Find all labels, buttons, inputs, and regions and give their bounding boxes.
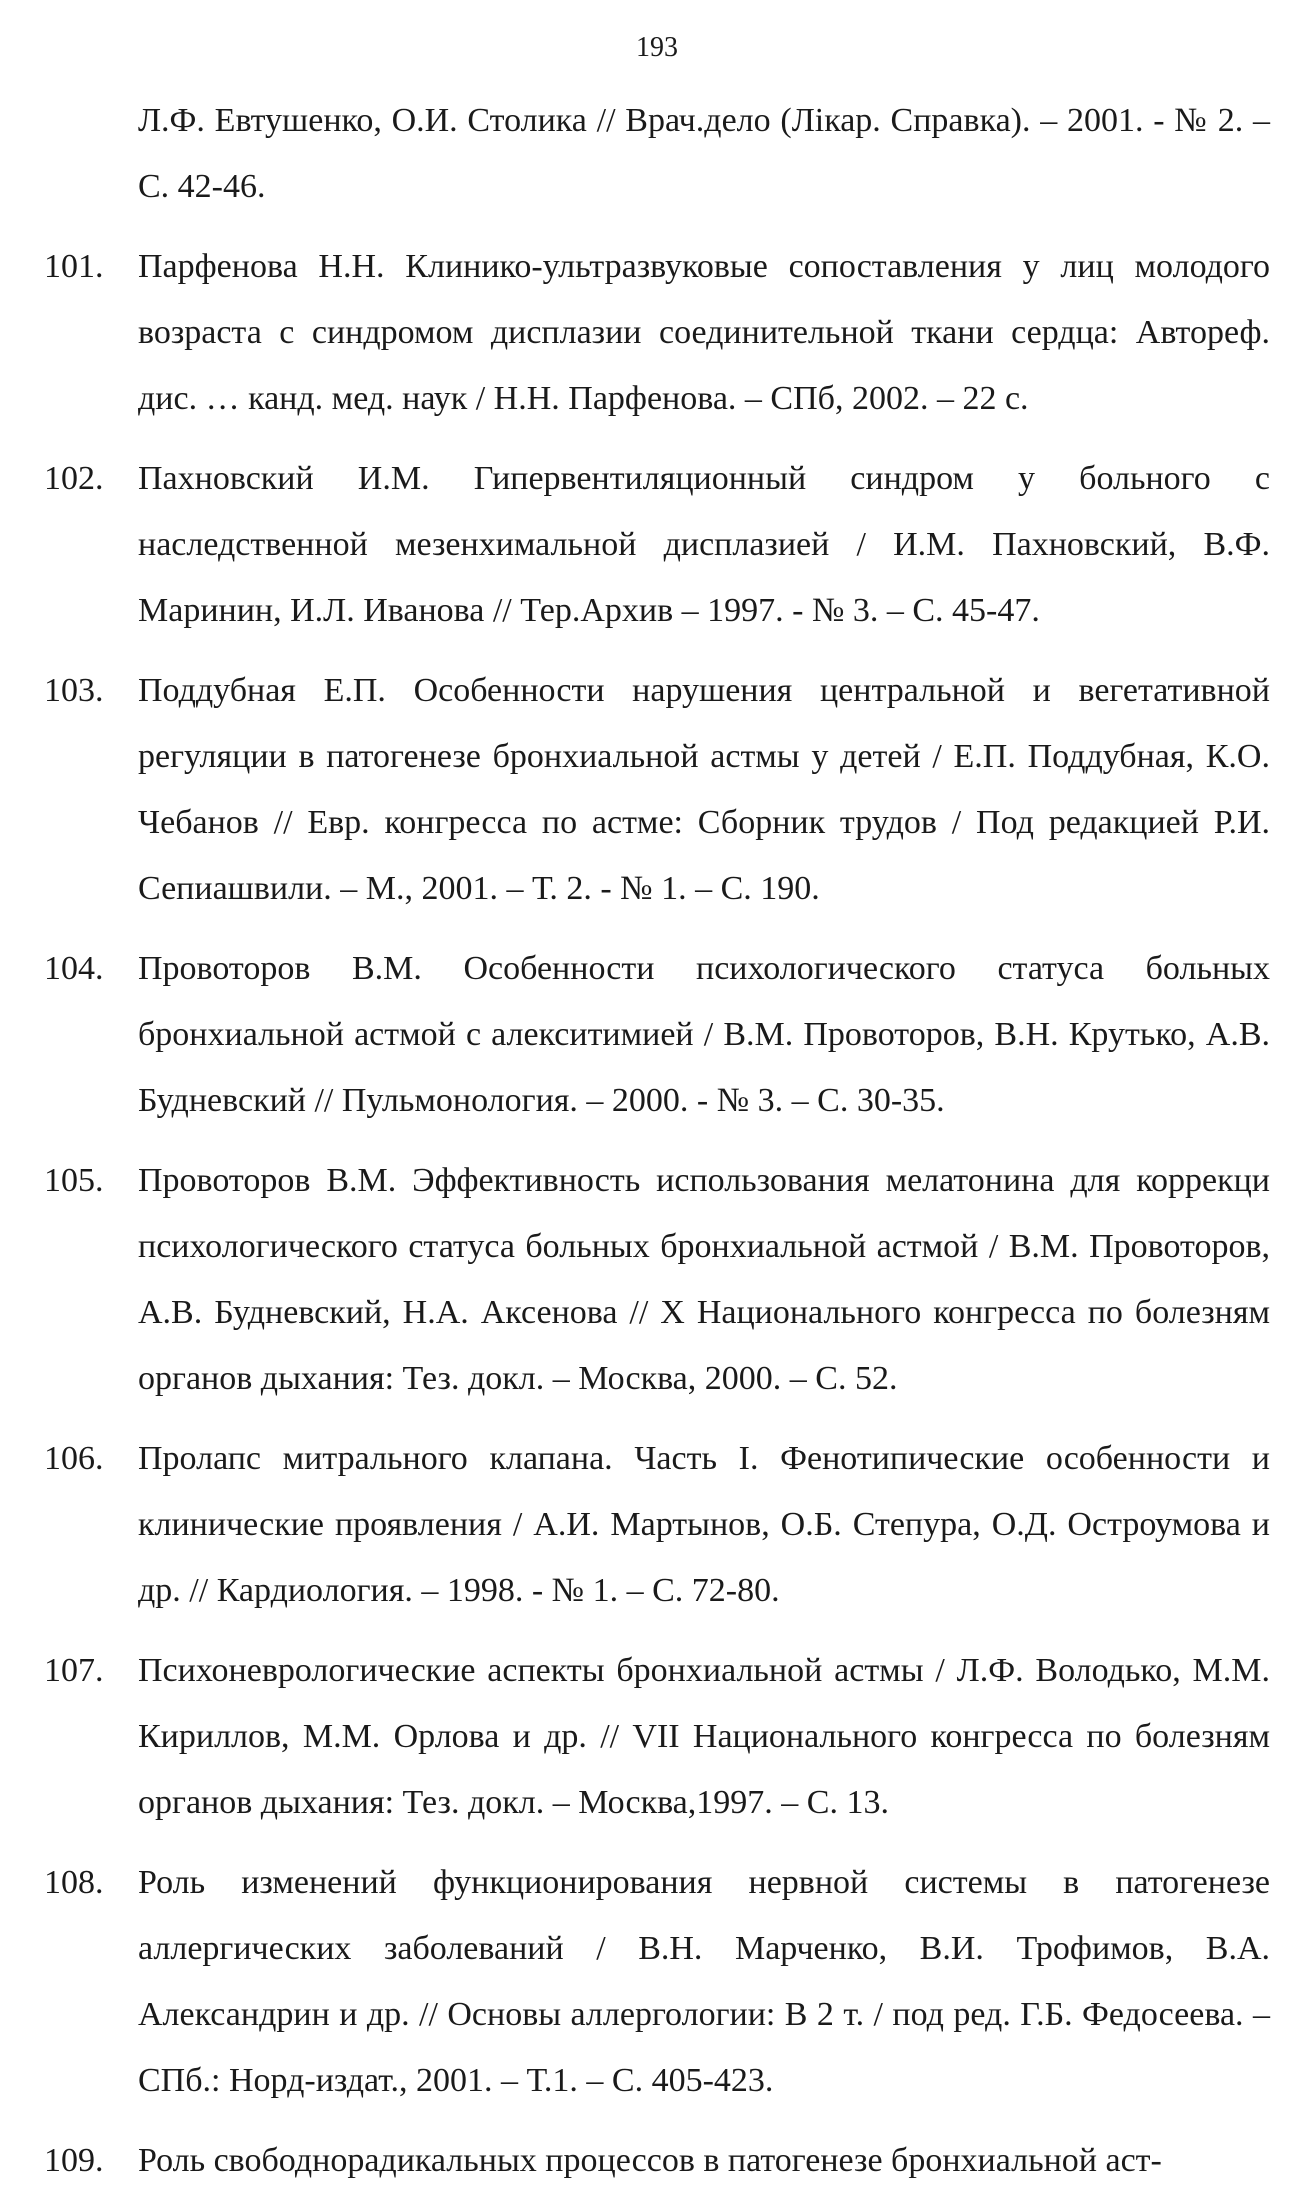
reference-text: Психоневрологические аспекты бронхиальной астмы / Л.Ф. Володько, М.М. Кириллов, М.М. Орлова и др. // VII Национального конгресса по болезням органов дыхания: Тез. докл. – Москва,1997. – С. 13. — [138, 1652, 1270, 1821]
reference-text: Пахновский И.М. Гипервентиляционный синдром у больного с наследственной мезенхимальной дисплазией / И.М. Пахновский, В.Ф. Маринин, И.Л. Иванова // Тер.Архив – 1997. - № 3. – С. 45-47. — [138, 460, 1270, 629]
reference-item — [0, 658, 1314, 922]
reference-item — [0, 1426, 1314, 1624]
reference-text: Роль свободнорадикальных процессов в патогенезе бронхиальной аст- — [138, 2142, 1162, 2179]
reference-item — [0, 1638, 1314, 1836]
reference-list — [0, 88, 1314, 2208]
reference-number: 106. — [44, 1440, 104, 1477]
reference-item — [0, 936, 1314, 1134]
reference-text: Л.Ф. Евтушенко, О.И. Столика // Врач.дело (Лікар. Справка). – 2001. - № 2. – С. 42-46. — [138, 102, 1270, 205]
page-number: 193 — [636, 32, 678, 63]
reference-number: 101. — [44, 248, 104, 285]
reference-item — [0, 234, 1314, 432]
reference-text: Провоторов В.М. Особенности психологического статуса больных бронхиальной астмой с алекситимией / В.М. Провоторов, В.Н. Крутько, А.В. Будневский // Пульмонология. – 2000. - № 3. – С. 30-35. — [138, 950, 1270, 1119]
reference-item — [0, 1148, 1314, 1412]
reference-item — [0, 1850, 1314, 2114]
reference-text: Провоторов В.М. Эффективность использования мелатонина для коррекци психологического статуса больных бронхиальной астмой / В.М. Провоторов, А.В. Будневский, Н.А. Аксенова // Х Национального конгресса по болезням органов дыхания: Тез. докл. – Москва, 2000. – С. 52. — [138, 1162, 1270, 1397]
reference-number: 109. — [44, 2142, 104, 2179]
reference-text: Парфенова Н.Н. Клинико-ультразвуковые сопоставления у лиц молодого возраста с синдромом дисплазии соединительной ткани сердца: Автореф. дис. … канд. мед. наук / Н.Н. Парфенова. – СПб, 2002. – 22 с. — [138, 248, 1270, 417]
reference-number: 102. — [44, 460, 104, 497]
reference-item — [0, 446, 1314, 644]
reference-number: 104. — [44, 950, 104, 987]
reference-number: 108. — [44, 1864, 104, 1901]
reference-text: Роль изменений функционирования нервной системы в патогенезе аллергических заболеваний / В.Н. Марченко, В.И. Трофимов, В.А. Александрин и др. // Основы аллергологии: В 2 т. / под ред. Г.Б. Федосеева. – СПб.: Норд-издат., 2001. – Т.1. – С. 405-423. — [138, 1864, 1270, 2099]
reference-text: Поддубная Е.П. Особенности нарушения центральной и вегетативной регуляции в патогенезе бронхиальной астмы у детей / Е.П. Поддубная, К.О. Чебанов // Евр. конгресса по астме: Сборник трудов / Под редакцией Р.И. Сепиашвили. – М., 2001. – Т. 2. - № 1. – С. 190. — [138, 672, 1270, 907]
reference-number: 105. — [44, 1162, 104, 1199]
reference-text: Пролапс митрального клапана. Часть I. Фенотипические особенности и клинические проявления / А.И. Мартынов, О.Б. Степура, О.Д. Остроумова и др. // Кардиология. – 1998. - № 1. – С. 72-80. — [138, 1440, 1270, 1609]
reference-item — [0, 88, 1314, 220]
reference-item — [0, 2128, 1314, 2194]
reference-number: 103. — [44, 672, 104, 709]
reference-number: 107. — [44, 1652, 104, 1689]
